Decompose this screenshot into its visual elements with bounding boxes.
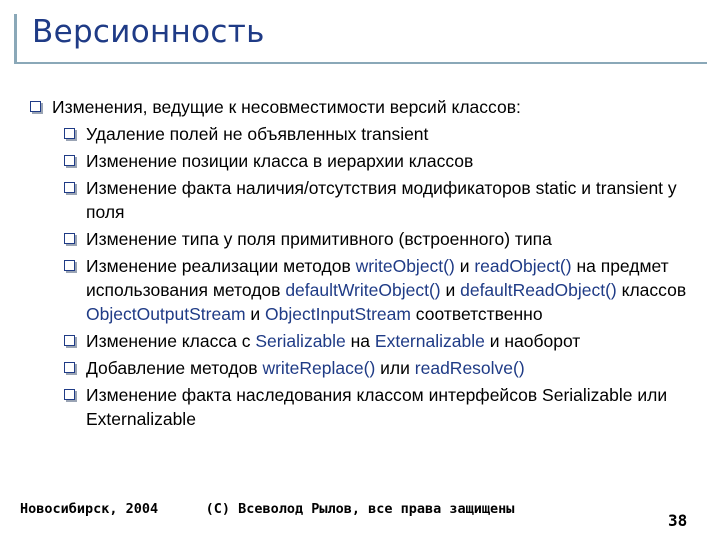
code-default-write-object: defaultWriteObject(): [285, 280, 441, 300]
code-serializable: Serializable: [255, 331, 346, 351]
code-write-replace: writeReplace(): [262, 358, 376, 378]
bullet-text: или: [375, 358, 415, 378]
bullet-text: Изменение позиции класса в иерархии классов: [86, 151, 474, 171]
square-bullet-icon: [64, 233, 75, 244]
code-externalizable: Externalizable: [374, 331, 485, 351]
title-accent-bar: [14, 14, 17, 64]
square-bullet-icon: [64, 389, 75, 400]
bullet-main: [30, 95, 690, 119]
code-default-read-object: defaultReadObject(): [460, 280, 617, 300]
bullet-text: и: [245, 304, 266, 324]
bullet-text: Добавление методов: [86, 358, 263, 378]
bullet-text: и: [454, 256, 475, 276]
code-object-output-stream: ObjectOutputStream: [86, 304, 246, 324]
bullet-text: и: [440, 280, 461, 300]
square-bullet-icon: [30, 101, 41, 112]
code-write-object: writeObject(): [355, 256, 455, 276]
bullet-text: Изменение типа у поля примитивного (встроенного) типа: [86, 229, 552, 249]
slide-content: [30, 95, 690, 434]
footer-copyright: (С) Всеволод Рылов, все права защищены: [205, 501, 515, 517]
sub-bullet-7: [30, 356, 690, 380]
square-bullet-icon: [64, 155, 75, 166]
sub-bullet-2: [30, 149, 690, 173]
code-object-input-stream: ObjectInputStream: [265, 304, 411, 324]
bullet-text: Изменение реализации методов: [86, 256, 356, 276]
sub-bullet-4: [30, 227, 690, 251]
sub-bullet-5: [30, 254, 690, 326]
title-divider: [14, 62, 707, 64]
sub-bullet-8: [30, 383, 690, 431]
code-read-object: readObject(): [474, 256, 572, 276]
bullet-text: на: [345, 331, 375, 351]
slide-title: Версионность: [32, 14, 265, 50]
sub-bullet-3: [30, 176, 690, 224]
bullet-text: Изменение факта наличия/отсутствия модификаторов static и transient у поля: [86, 178, 677, 222]
square-bullet-icon: [64, 128, 75, 139]
bullet-text: и наоборот: [484, 331, 581, 351]
bullet-text: Изменение факта наследования классом интерфейсов Serializable или Externalizable: [86, 385, 668, 429]
sub-bullet-1: [30, 122, 690, 146]
square-bullet-icon: [64, 182, 75, 193]
bullet-text: Изменения, ведущие к несовместимости версий классов:: [52, 97, 521, 117]
bullet-text: классов: [616, 280, 687, 300]
sub-bullet-6: [30, 329, 690, 353]
square-bullet-icon: [64, 260, 75, 271]
square-bullet-icon: [64, 335, 75, 346]
bullet-text: Удаление полей не объявленных transient: [86, 124, 429, 144]
bullet-text: Изменение класса с: [86, 331, 256, 351]
page-number: 38: [668, 511, 688, 530]
bullet-text: соответственно: [410, 304, 543, 324]
code-read-resolve: readResolve(): [414, 358, 525, 378]
footer-location: Новосибирск, 2004: [20, 501, 159, 517]
bullet-text: на предмет использования методов: [86, 256, 669, 300]
square-bullet-icon: [64, 362, 75, 373]
